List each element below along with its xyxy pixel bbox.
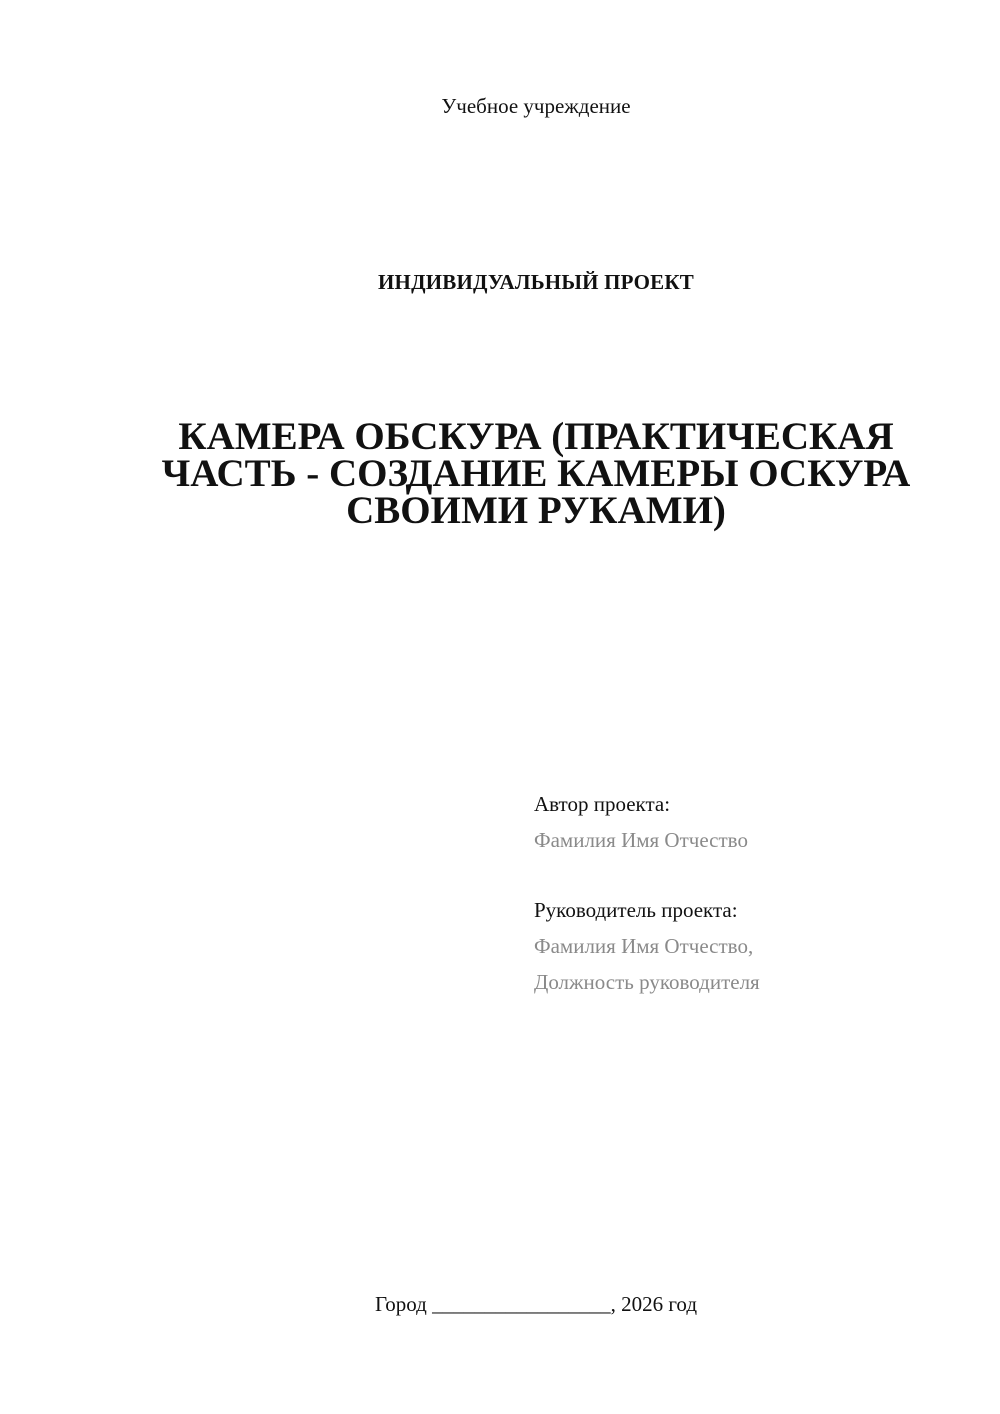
institution-name: Учебное учреждение (441, 94, 631, 118)
project-title-line-2: ЧАСТЬ - СОЗДАНИЕ КАМЕРЫ ОСКУРА (161, 452, 911, 495)
project-title (150, 415, 922, 532)
author-block (534, 786, 974, 858)
supervisor-position: Должность руководителя (534, 970, 760, 994)
project-title-line-3: СВОИМИ РУКАМИ) (346, 489, 726, 532)
supervisor-name: Фамилия Имя Отчество, (534, 934, 754, 958)
author-name: Фамилия Имя Отчество (534, 828, 748, 852)
document-type: ИНДИВИДУАЛЬНЫЙ ПРОЕКТ (378, 270, 694, 294)
author-label: Автор проекта: (534, 792, 671, 816)
project-title-line-1: КАМЕРА ОБСКУРА (ПРАКТИЧЕСКАЯ (178, 415, 894, 458)
supervisor-label: Руководитель проекта: (534, 898, 738, 922)
city-year-line: Город _________________, 2026 год (374, 1292, 698, 1316)
supervisor-block (534, 892, 974, 1000)
